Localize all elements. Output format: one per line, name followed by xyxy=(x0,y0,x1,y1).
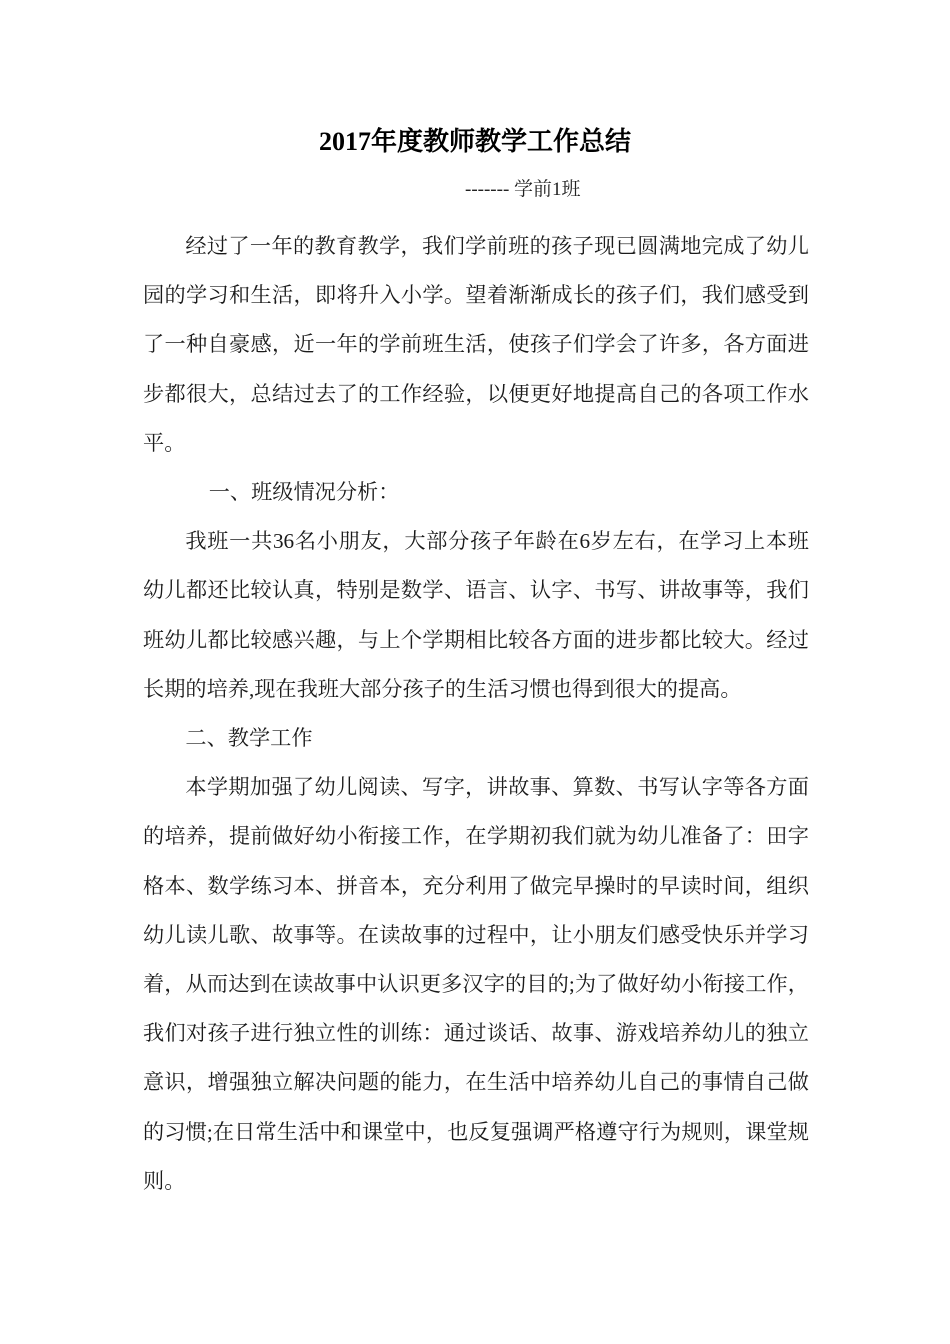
class-analysis-paragraph: 我班一共36名小朋友，大部分孩子年龄在6岁左右，在学习上本班幼儿都还比较认真，特别是数学、语言、认字、书写、讲故事等，我们班幼儿都比较感兴趣，与上个学期相比较各方面的进步都比较大。经过长期的培养,现在我班大部分孩子的生活习惯也得到很大的提高。 xyxy=(143,529,809,701)
teaching-work-paragraph: 本学期加强了幼儿阅读、写字，讲故事、算数、书写认字等各方面的培养，提前做好幼小衔接工作，在学期初我们就为幼儿准备了：田字格本、数学练习本、拼音本，充分利用了做完早操时的早读时间，组织幼儿读儿歌、故事等。在读故事的过程中，让小朋友们感受快乐并学习着，从而达到在读故事中认识更多汉字的目的;为了做好幼小衔接工作，我们对孩子进行独立性的训练：通过谈话、故事、游戏培养幼儿的独立意识，增强独立解决问题的能力，在生活中培养幼儿自己的事情自己做的习惯;在日常生活中和课堂中，也反复强调严格遵守行为规则，课堂规则。 xyxy=(143,775,809,1193)
document-title: 2017年度教师教学工作总结 xyxy=(318,127,631,156)
document-body xyxy=(143,222,809,1206)
section-heading-teaching-work: 二、教学工作 xyxy=(185,726,313,751)
section-heading-class-analysis: 一、班级情况分析： xyxy=(208,480,400,505)
document-subtitle: ------- 学前1班 xyxy=(465,179,581,200)
intro-paragraph: 经过了一年的教育教学，我们学前班的孩子现已圆满地完成了幼儿园的学习和生活，即将升入小学。望着渐渐成长的孩子们，我们感受到了一种自豪感，近一年的学前班生活，使孩子们学会了许多，各方面进步都很大，总结过去了的工作经验，以便更好地提高自己的各项工作水平。 xyxy=(143,234,809,455)
